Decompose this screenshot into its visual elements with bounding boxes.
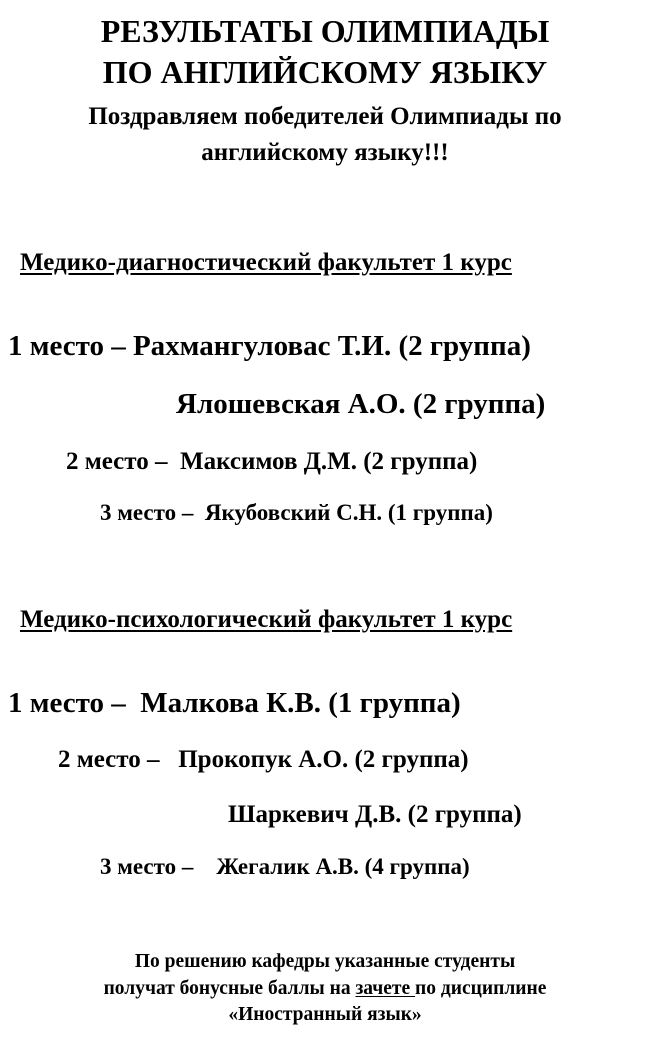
result-line: [8, 332, 531, 361]
student-name: Якубовский С.Н. (1 группа): [204, 500, 493, 525]
result-line: [228, 802, 522, 827]
result-line: [58, 747, 469, 772]
result-line: [8, 689, 461, 718]
footer-note-line-1: По решению кафедры указанные студенты: [134, 951, 516, 972]
page-title-line-1: РЕЗУЛЬТАТЫ ОЛИМПИАДЫ: [100, 13, 550, 49]
student-name: Прокопук А.О. (2 группа): [178, 746, 469, 773]
congratulations-line-2: английскому языку!!!: [201, 139, 449, 166]
student-name: Ялошевская А.О. (2 группа): [176, 388, 546, 420]
place-label: 2 место –: [66, 448, 168, 475]
footer-note-line-2: [0, 979, 650, 999]
student-name: Жегалик А.В. (4 группа): [216, 854, 470, 879]
result-line: [66, 449, 477, 474]
faculty-heading-psychological: Медико-психологический факультет 1 курс: [20, 606, 513, 633]
footer-note-line-3: «Иностранный язык»: [228, 1004, 422, 1025]
underlined-word-zachet: зачете: [355, 978, 416, 999]
faculty-heading-diagnostic: Медико-диагностический факультет 1 курс: [20, 249, 512, 276]
place-label: 3 место –: [100, 854, 194, 879]
result-line: [100, 501, 493, 524]
student-name: Малкова К.В. (1 группа): [140, 687, 461, 719]
footer-note-text: получат бонусные баллы на: [103, 978, 356, 999]
student-name: Шаркевич Д.В. (2 группа): [228, 801, 522, 828]
place-label: 1 место –: [8, 330, 126, 362]
congratulations-line-1: Поздравляем победителей Олимпиады по: [88, 103, 562, 130]
page-title-line-2: ПО АНГЛИЙСКОМУ ЯЗЫКУ: [102, 54, 548, 90]
result-line: [176, 390, 545, 419]
place-label: 3 место –: [100, 500, 194, 525]
result-line: [100, 855, 470, 878]
student-name: Максимов Д.М. (2 группа): [179, 448, 478, 475]
footer-note-text: по дисциплине: [415, 978, 547, 999]
student-name: Рахмангуловас Т.И. (2 группа): [132, 330, 531, 362]
place-label: 1 место –: [8, 687, 126, 719]
place-label: 2 место –: [58, 746, 160, 773]
